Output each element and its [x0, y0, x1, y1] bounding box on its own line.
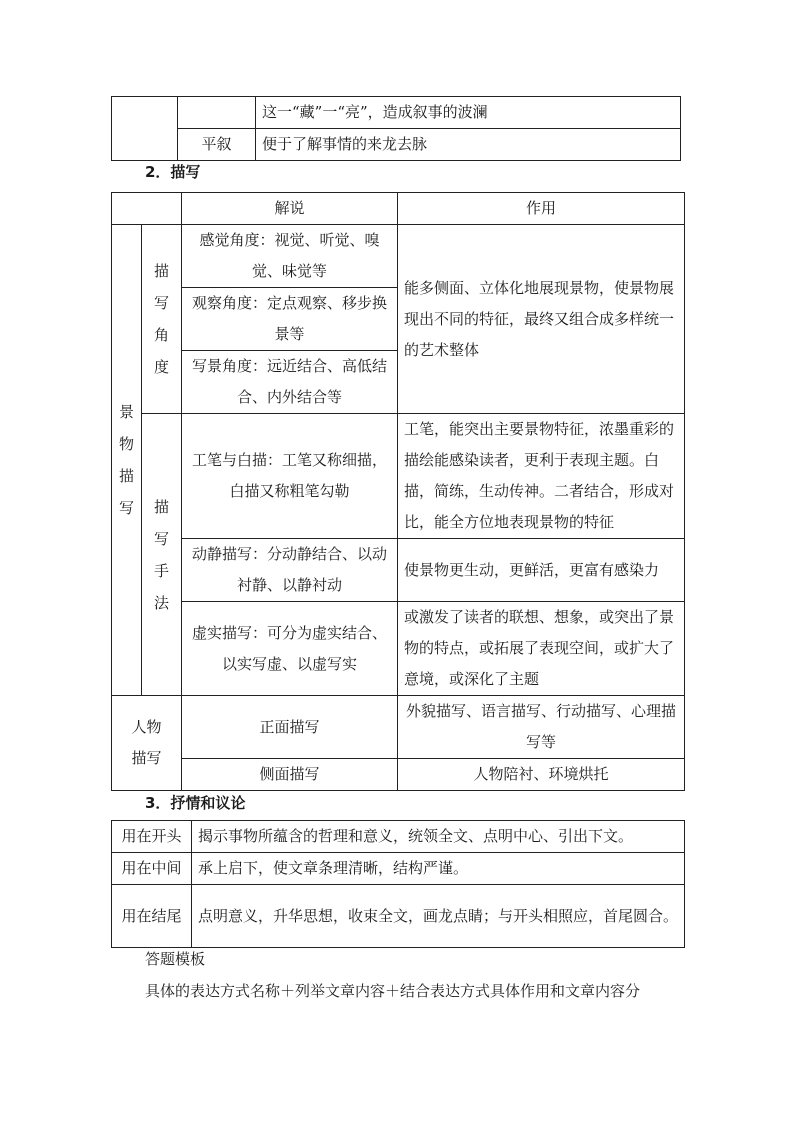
- shoufa-gongbi-effect: 工笔，能突出主要景物特征，浓墨重彩的描绘能感染读者，更利于表现主题。白描，简练，生动传神。二者结合，形成对比，能全方位地表现景物的特征: [398, 414, 685, 539]
- section-2-title: 2．描写: [145, 163, 201, 181]
- narration-table: [111, 96, 681, 161]
- pingxu-label: 平叙: [178, 129, 256, 161]
- shoufa-gongbi: 工笔与白描：工笔又称细描，白描又称粗笔勾勒: [182, 414, 398, 539]
- miaoxie-shoufa-label: 描 写 手 法: [142, 414, 182, 696]
- cemian-effect: 人物陪衬、环境烘托: [398, 759, 685, 791]
- header-explain: 解说: [182, 193, 398, 225]
- kaitou-text: 揭示事物所蕴含的哲理和意义，统领全文、点明中心、引出下文。: [192, 821, 685, 853]
- section-3-title: 3．抒情和议论: [145, 794, 246, 812]
- jiaodu-ganjue: 感觉角度：视觉、听觉、嗅觉、味觉等: [182, 225, 398, 288]
- jiewei-text: 点明意义，升华思想，收束全文，画龙点睛；与开头相照应，首尾圆合。: [192, 885, 685, 948]
- shoufa-xushi: 虚实描写：可分为虚实结合、以实写虚、以虚写实: [182, 602, 398, 696]
- shoufa-dongjing-effect: 使景物更生动，更鲜活，更富有感染力: [398, 539, 685, 602]
- zhengmian-label: 正面描写: [182, 696, 398, 759]
- miaoxie-jiaodu-label: 描 写 角 度: [142, 225, 182, 414]
- renwu-miaoxie-label: 人物描写: [112, 696, 182, 791]
- narration-row-text: 这一“藏”一“亮”，造成叙事的波澜: [256, 97, 681, 129]
- jiaodu-guancha: 观察角度：定点观察、移步换景等: [182, 288, 398, 351]
- kaitou-label: 用在开头: [112, 821, 192, 853]
- narration-table-empty-label: [178, 97, 256, 129]
- header-effect: 作用: [398, 193, 685, 225]
- shoufa-dongjing: 动静描写：分动静结合、以动衬静、以静衬动: [182, 539, 398, 602]
- header-blank: [112, 193, 182, 225]
- cemian-label: 侧面描写: [182, 759, 398, 791]
- answer-template-title: 答题模板: [145, 950, 206, 968]
- jingwu-miaoxie-label: 景 物 描 写: [112, 225, 142, 696]
- description-table: [111, 192, 685, 791]
- shoufa-xushi-effect: 或激发了读者的联想、想象，或突出了景物的特点，或拓展了表现空间，或扩大了意境，或深化了主题: [398, 602, 685, 696]
- jiaodu-effect: 能多侧面、立体化地展现景物，使景物展现出不同的特征，最终又组合成多样统一的艺术整体: [398, 225, 685, 414]
- pingxu-text: 便于了解事情的来龙去脉: [256, 129, 681, 161]
- answer-template-text: 具体的表达方式名称＋列举文章内容＋结合表达方式具体作用和文章内容分: [145, 982, 641, 1000]
- jiewei-label: 用在结尾: [112, 885, 192, 948]
- zhongjian-text: 承上启下，使文章条理清晰，结构严谨。: [192, 853, 685, 885]
- narration-table-blank-cell: [112, 97, 178, 161]
- zhongjian-label: 用在中间: [112, 853, 192, 885]
- lyric-argument-table: [111, 820, 685, 948]
- zhengmian-effect: 外貌描写、语言描写、行动描写、心理描写等: [398, 696, 685, 759]
- jiaodu-xiejing: 写景角度：远近结合、高低结合、内外结合等: [182, 351, 398, 414]
